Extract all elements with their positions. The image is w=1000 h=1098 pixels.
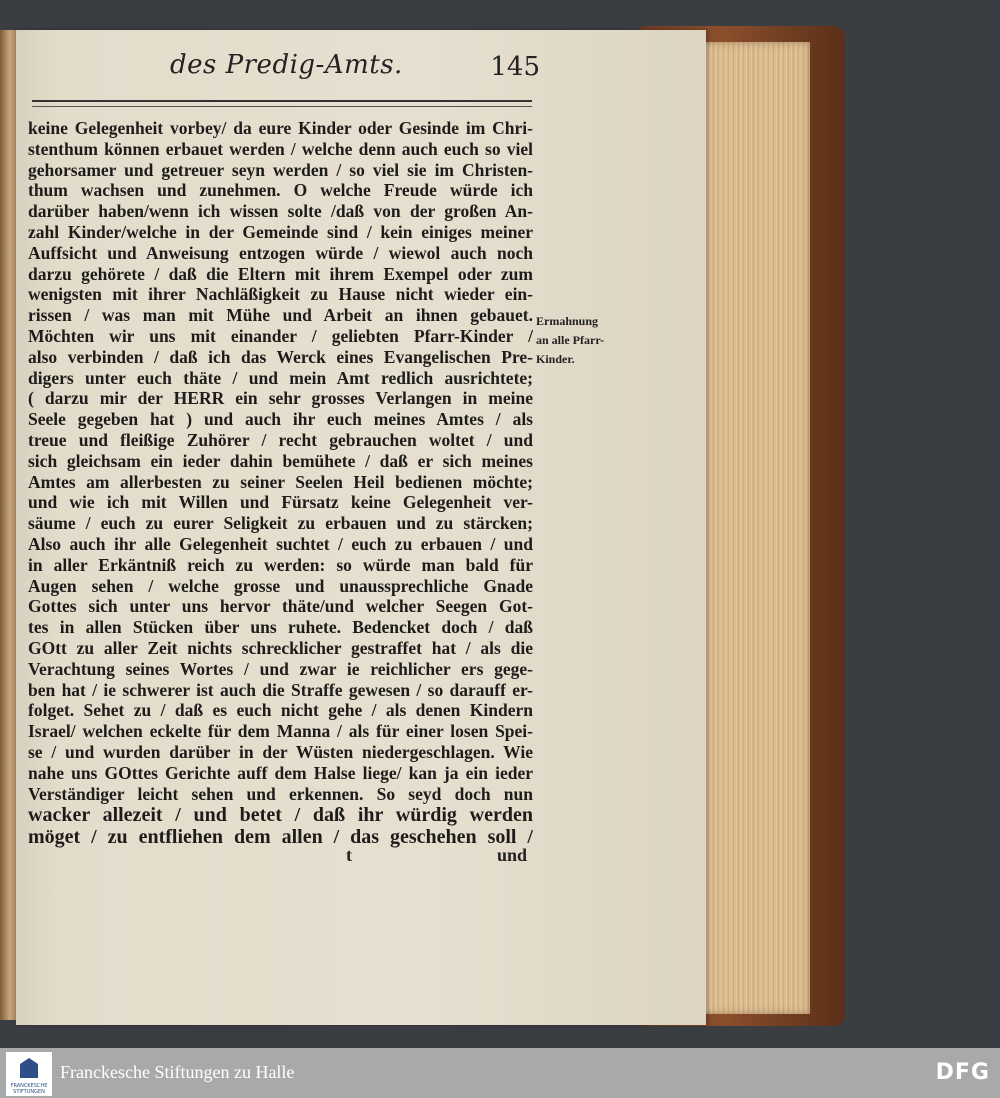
- logo-text: FRANCKESCHE STIFTUNGEN: [10, 1083, 48, 1095]
- margin-note-line: an alle Pfarr-: [536, 333, 605, 347]
- text-line: ( darzu mir der HERR ein sehr grosses Verlangen in meine: [28, 388, 533, 409]
- text-line: in aller Erkäntniß reich zu werden: so würde man bald für: [28, 554, 533, 575]
- text-line: Also auch ihr alle Gelegenheit suchtet / euch zu erbauen / und: [28, 533, 533, 554]
- institution-name[interactable]: Franckesche Stiftungen zu Halle: [60, 1062, 295, 1082]
- text-line: ben hat / ie schwerer ist auch die Straffe gewesen / so darauff er-: [28, 679, 533, 700]
- text-line: wacker allezeit / und betet / daß ihr würdig werden: [28, 804, 533, 827]
- text-line: und wie ich mit Willen und Fürsatz keine Gelegenheit ver-: [28, 492, 533, 513]
- text-line: Augen sehen / welche grosse und unaussprechliche Gnade: [28, 575, 533, 596]
- catchword: und: [496, 845, 527, 865]
- text-line: möget / zu entfliehen dem allen / das geschehen soll /: [28, 826, 533, 849]
- text-line: Israel/ welchen eckelte für dem Manna / als für einer losen Spei-: [28, 721, 533, 742]
- margin-note-line: Ermahnung: [536, 314, 599, 328]
- page-edges: [700, 42, 810, 1014]
- margin-note-line: Kinder.: [536, 352, 575, 366]
- text-line: rissen / was man mit Mühe und Arbeit an ihnen gebauet.: [28, 305, 533, 326]
- text-line: sich gleichsam ein ieder dahin bemühete / daß er sich meines: [28, 450, 533, 471]
- text-line: also verbinden / daß ich das Werck eines Evangelischen Pre-: [28, 346, 533, 367]
- text-line: folget. Sehet zu / daß es euch nicht gehe / als denen Kindern: [28, 700, 533, 721]
- text-line: digers unter euch thäte / und mein Amt redlich ausrichtete;: [28, 367, 533, 388]
- header-rule: [32, 100, 532, 107]
- text-line: Amtes am allerbesten zu seiner Seelen Heil bedienen möchte;: [28, 471, 533, 492]
- page-number: 145: [490, 52, 540, 82]
- text-line: gehorsamer und getreuer seyn werden / so viel sie im Christen-: [28, 159, 533, 180]
- text-line: se / und wurden darüber in der Wüsten niedergeschlagen. Wie: [28, 741, 533, 762]
- signature-mark: t: [346, 845, 352, 865]
- left-page-edge: [0, 30, 16, 1020]
- text-line: wenigsten mit ihrer Nachläßigkeit zu Hause nicht wieder ein-: [28, 284, 533, 305]
- text-line: Gottes sich unter uns hervor thäte/und welcher Seegen Got-: [28, 596, 533, 617]
- text-line: säume / euch zu eurer Seligkeit zu erbauen und zu stärcken;: [28, 513, 533, 534]
- body-text: [28, 118, 533, 848]
- text-line: Auffsicht und Anweisung entzogen würde / wiewol auch noch: [28, 242, 533, 263]
- text-line: thum wachsen und zunehmen. O welche Freude würde ich: [28, 180, 533, 201]
- institution-logo[interactable]: [6, 1052, 52, 1096]
- page-header: [170, 50, 540, 94]
- text-line: stenthum können erbauet werden / welche denn auch euch so viel: [28, 138, 533, 159]
- text-line: Verachtung seines Wortes / und zwar ie reichlicher ers gege-: [28, 658, 533, 679]
- building-icon: [20, 1058, 38, 1078]
- text-line: treue und fleißige Zuhörer / recht gebrauchen woltet / und: [28, 429, 533, 450]
- dfg-logo[interactable]: DFG: [935, 1060, 990, 1085]
- text-line: darzu gehörete / daß die Eltern mit ihrem Exempel oder zum: [28, 263, 533, 284]
- page-foot: [28, 845, 533, 867]
- text-line: Verständiger leicht sehen und erkennen. So seyd doch nun: [28, 783, 533, 804]
- margin-note: [536, 312, 636, 369]
- text-line: Seele gegeben hat ) und auch ihr euch meines Amtes / als: [28, 409, 533, 430]
- text-line: zahl Kinder/welche in der Gemeinde sind / kein einiges meiner: [28, 221, 533, 242]
- running-head: des Predig-Amts.: [170, 50, 403, 80]
- text-line: keine Gelegenheit vorbey/ da eure Kinder oder Gesinde im Chri-: [28, 118, 533, 138]
- footer-bar: [0, 1048, 1000, 1098]
- text-line: darüber haben/wenn ich wissen solte /daß von der großen An-: [28, 201, 533, 222]
- text-line: Möchten wir uns mit einander / geliebten Pfarr-Kinder /: [28, 325, 533, 346]
- text-line: GOtt zu aller Zeit nichts schrecklicher gestraffet hat / als die: [28, 637, 533, 658]
- text-line: nahe uns GOttes Gerichte auff dem Halse liege/ kan ja ein ieder: [28, 762, 533, 783]
- text-line: tes in allen Stücken über uns ruhete. Bedencket doch / daß: [28, 617, 533, 638]
